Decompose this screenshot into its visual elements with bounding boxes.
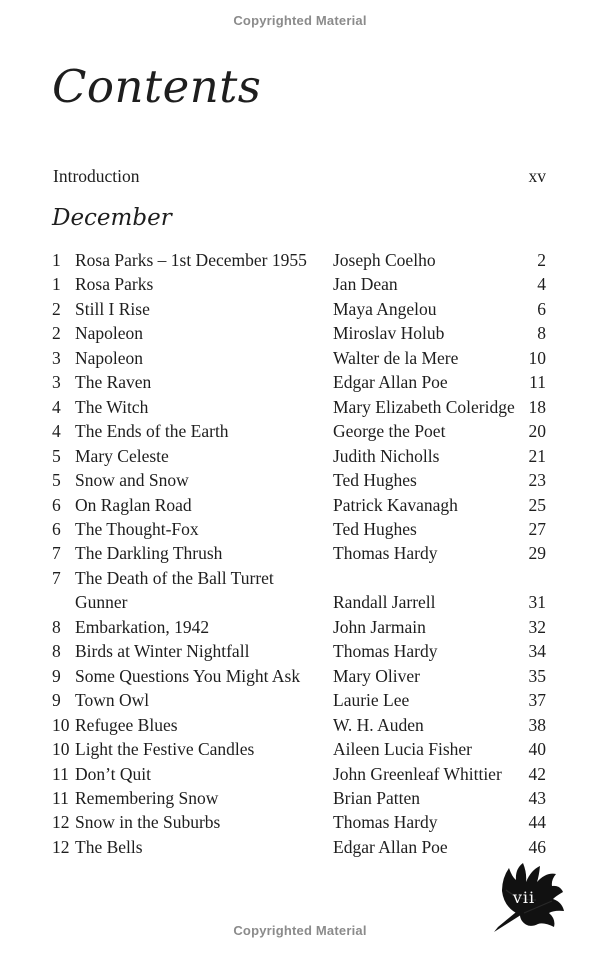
toc-poem-title: Remembering Snow — [75, 787, 219, 808]
toc-poem-title: On Raglan Road — [75, 494, 192, 515]
toc-row — [52, 444, 546, 468]
toc-poem-title: Light the Festive Candles — [75, 739, 255, 760]
toc-poem-title: The Ends of the Earth — [75, 421, 229, 442]
toc-poet-name: Miroslav Holub — [333, 323, 445, 344]
toc-day-number: 11 — [52, 763, 69, 784]
toc-row — [52, 713, 546, 737]
toc-poem-title: Refugee Blues — [75, 714, 178, 735]
toc-day-number: 9 — [52, 690, 61, 711]
toc-poet-name: Walter de la Mere — [333, 347, 459, 368]
toc-page-number: 44 — [528, 812, 546, 833]
toc-day-number: 12 — [52, 836, 70, 857]
section-heading-december: December — [52, 205, 172, 231]
toc-day-number: 6 — [52, 518, 61, 539]
toc-poem-title: Gunner — [75, 592, 128, 613]
toc-poet-name: Edgar Allan Poe — [333, 836, 448, 857]
toc-poet-name: Ted Hughes — [333, 518, 417, 539]
toc-row — [52, 664, 546, 688]
toc-poet-name: John Jarmain — [333, 616, 426, 637]
toc-row — [52, 615, 546, 639]
toc-row — [52, 493, 546, 517]
toc-row — [52, 419, 546, 443]
toc-day-number: 4 — [52, 421, 61, 442]
toc-poem-title: Snow and Snow — [75, 470, 189, 491]
toc-day-number: 2 — [52, 323, 61, 344]
toc-day-number: 7 — [52, 567, 61, 588]
toc-poem-title: Still I Rise — [75, 298, 150, 319]
toc-poet-name: Thomas Hardy — [333, 641, 438, 662]
toc-day-number: 10 — [52, 739, 70, 760]
toc-poet-name: Joseph Coelho — [333, 250, 436, 270]
toc-poem-title: The Thought-Fox — [75, 518, 199, 539]
toc-page-number: 35 — [528, 665, 546, 686]
toc-day-number: 1 — [52, 274, 61, 295]
toc-poem-title: Mary Celeste — [75, 445, 169, 466]
toc-row — [52, 395, 546, 419]
toc-day-number: 5 — [52, 445, 61, 466]
toc-row — [52, 810, 546, 834]
toc-poem-title: Napoleon — [75, 347, 144, 368]
toc-day-number: 1 — [52, 250, 61, 270]
toc-poem-title: The Raven — [75, 372, 152, 393]
toc-poem-title: Snow in the Suburbs — [75, 812, 221, 833]
toc-day-number: 11 — [52, 787, 69, 808]
toc-page-number: 38 — [528, 714, 546, 735]
introduction-page-number: xv — [528, 166, 546, 186]
toc-page-number: 20 — [528, 421, 546, 442]
toc-poem-title: The Witch — [75, 396, 149, 417]
toc-row — [52, 835, 546, 859]
toc-row — [52, 737, 546, 761]
toc-poet-name: W. H. Auden — [333, 714, 424, 735]
toc-row — [52, 639, 546, 663]
folio-page-number: vii — [512, 888, 536, 907]
toc-day-number: 5 — [52, 470, 61, 491]
copyright-notice-top: Copyrighted Material — [233, 13, 367, 28]
toc-page-number: 31 — [528, 592, 546, 613]
toc-poem-title: The Darkling Thrush — [75, 543, 223, 564]
toc-page-number: 40 — [528, 739, 546, 760]
toc-page-number: 42 — [528, 763, 546, 784]
toc-row — [52, 468, 546, 492]
toc-page-number: 37 — [528, 690, 546, 711]
toc-page-number: 4 — [537, 274, 546, 295]
toc-row — [52, 762, 546, 786]
toc-day-number: 3 — [52, 347, 61, 368]
toc-poem-title: Napoleon — [75, 323, 144, 344]
toc-poet-name: George the Poet — [333, 421, 446, 442]
toc-poet-name: Mary Elizabeth Coleridge — [333, 396, 515, 417]
toc-page-number: 18 — [528, 396, 546, 417]
toc-row — [52, 517, 546, 541]
toc-day-number: 8 — [52, 641, 61, 662]
toc-page-number: 21 — [528, 445, 546, 466]
toc-day-number: 10 — [52, 714, 70, 735]
toc-row — [52, 370, 546, 394]
toc-row — [52, 272, 546, 296]
toc-page-number: 8 — [537, 323, 546, 344]
toc-day-number: 4 — [52, 396, 61, 417]
toc-poet-name: Laurie Lee — [333, 690, 410, 711]
toc-row — [52, 321, 546, 345]
toc-poem-title: Rosa Parks – 1st December 1955 — [75, 250, 307, 270]
toc-day-number — [52, 590, 75, 614]
toc-row — [52, 590, 546, 614]
toc-row — [52, 346, 546, 370]
toc-poet-name: Randall Jarrell — [333, 592, 436, 613]
toc-poem-title: Rosa Parks — [75, 274, 154, 295]
toc-page-number: 32 — [528, 616, 546, 637]
toc-page-number: 6 — [537, 298, 546, 319]
toc-day-number: 3 — [52, 372, 61, 393]
toc-day-number: 8 — [52, 616, 61, 637]
toc-page-number: 46 — [528, 836, 546, 857]
toc-poet-name: Maya Angelou — [333, 298, 437, 319]
toc-row — [52, 248, 546, 272]
toc-day-number: 2 — [52, 298, 61, 319]
page-title: Contents — [52, 60, 262, 113]
toc-poem-title: Embarkation, 1942 — [75, 616, 210, 637]
toc-poem-title: Birds at Winter Nightfall — [75, 641, 250, 662]
toc-page-number: 27 — [528, 518, 546, 539]
toc-page-number: 34 — [528, 641, 546, 662]
toc-poet-name: Brian Patten — [333, 787, 420, 808]
toc-page-number: 10 — [528, 347, 546, 368]
toc-day-number: 7 — [52, 543, 61, 564]
toc-poet-name: Judith Nicholls — [333, 445, 440, 466]
toc-poem-title: Town Owl — [75, 690, 150, 711]
toc-poet-name: Jan Dean — [333, 274, 398, 295]
toc-day-number: 12 — [52, 812, 70, 833]
toc-poet-name: John Greenleaf Whittier — [333, 763, 502, 784]
toc-poem-title: The Bells — [75, 836, 143, 857]
toc-poet-name: Edgar Allan Poe — [333, 372, 448, 393]
toc-page-number: 25 — [528, 494, 546, 515]
introduction-label: Introduction — [53, 166, 140, 186]
toc-poet-name: Patrick Kavanagh — [333, 494, 458, 515]
toc-day-number: 9 — [52, 665, 61, 686]
introduction-row — [53, 166, 546, 187]
toc-list — [52, 248, 546, 859]
toc-poet-name: Aileen Lucia Fisher — [333, 739, 472, 760]
toc-day-number: 6 — [52, 494, 61, 515]
toc-page-number: 23 — [528, 470, 546, 491]
toc-poet-name: Thomas Hardy — [333, 812, 438, 833]
toc-poet-name: Thomas Hardy — [333, 543, 438, 564]
toc-row — [52, 786, 546, 810]
toc-poem-title: Some Questions You Might Ask — [75, 665, 301, 686]
toc-poet-name: Ted Hughes — [333, 470, 417, 491]
toc-page-number: 2 — [537, 250, 546, 270]
toc-page-number: 43 — [528, 787, 546, 808]
toc-poet-name: Mary Oliver — [333, 665, 420, 686]
toc-poem-title: Don’t Quit — [75, 763, 151, 784]
toc-row — [52, 297, 546, 321]
toc-row — [52, 688, 546, 712]
toc-page-number — [520, 566, 546, 590]
toc-poem-title: The Death of the Ball Turret — [75, 567, 274, 588]
toc-poet-name — [333, 566, 520, 590]
toc-row — [52, 541, 546, 565]
toc-page-number: 11 — [529, 372, 546, 393]
toc-row — [52, 566, 546, 590]
toc-page-number: 29 — [528, 543, 546, 564]
copyright-notice-bottom: Copyrighted Material — [233, 923, 367, 938]
